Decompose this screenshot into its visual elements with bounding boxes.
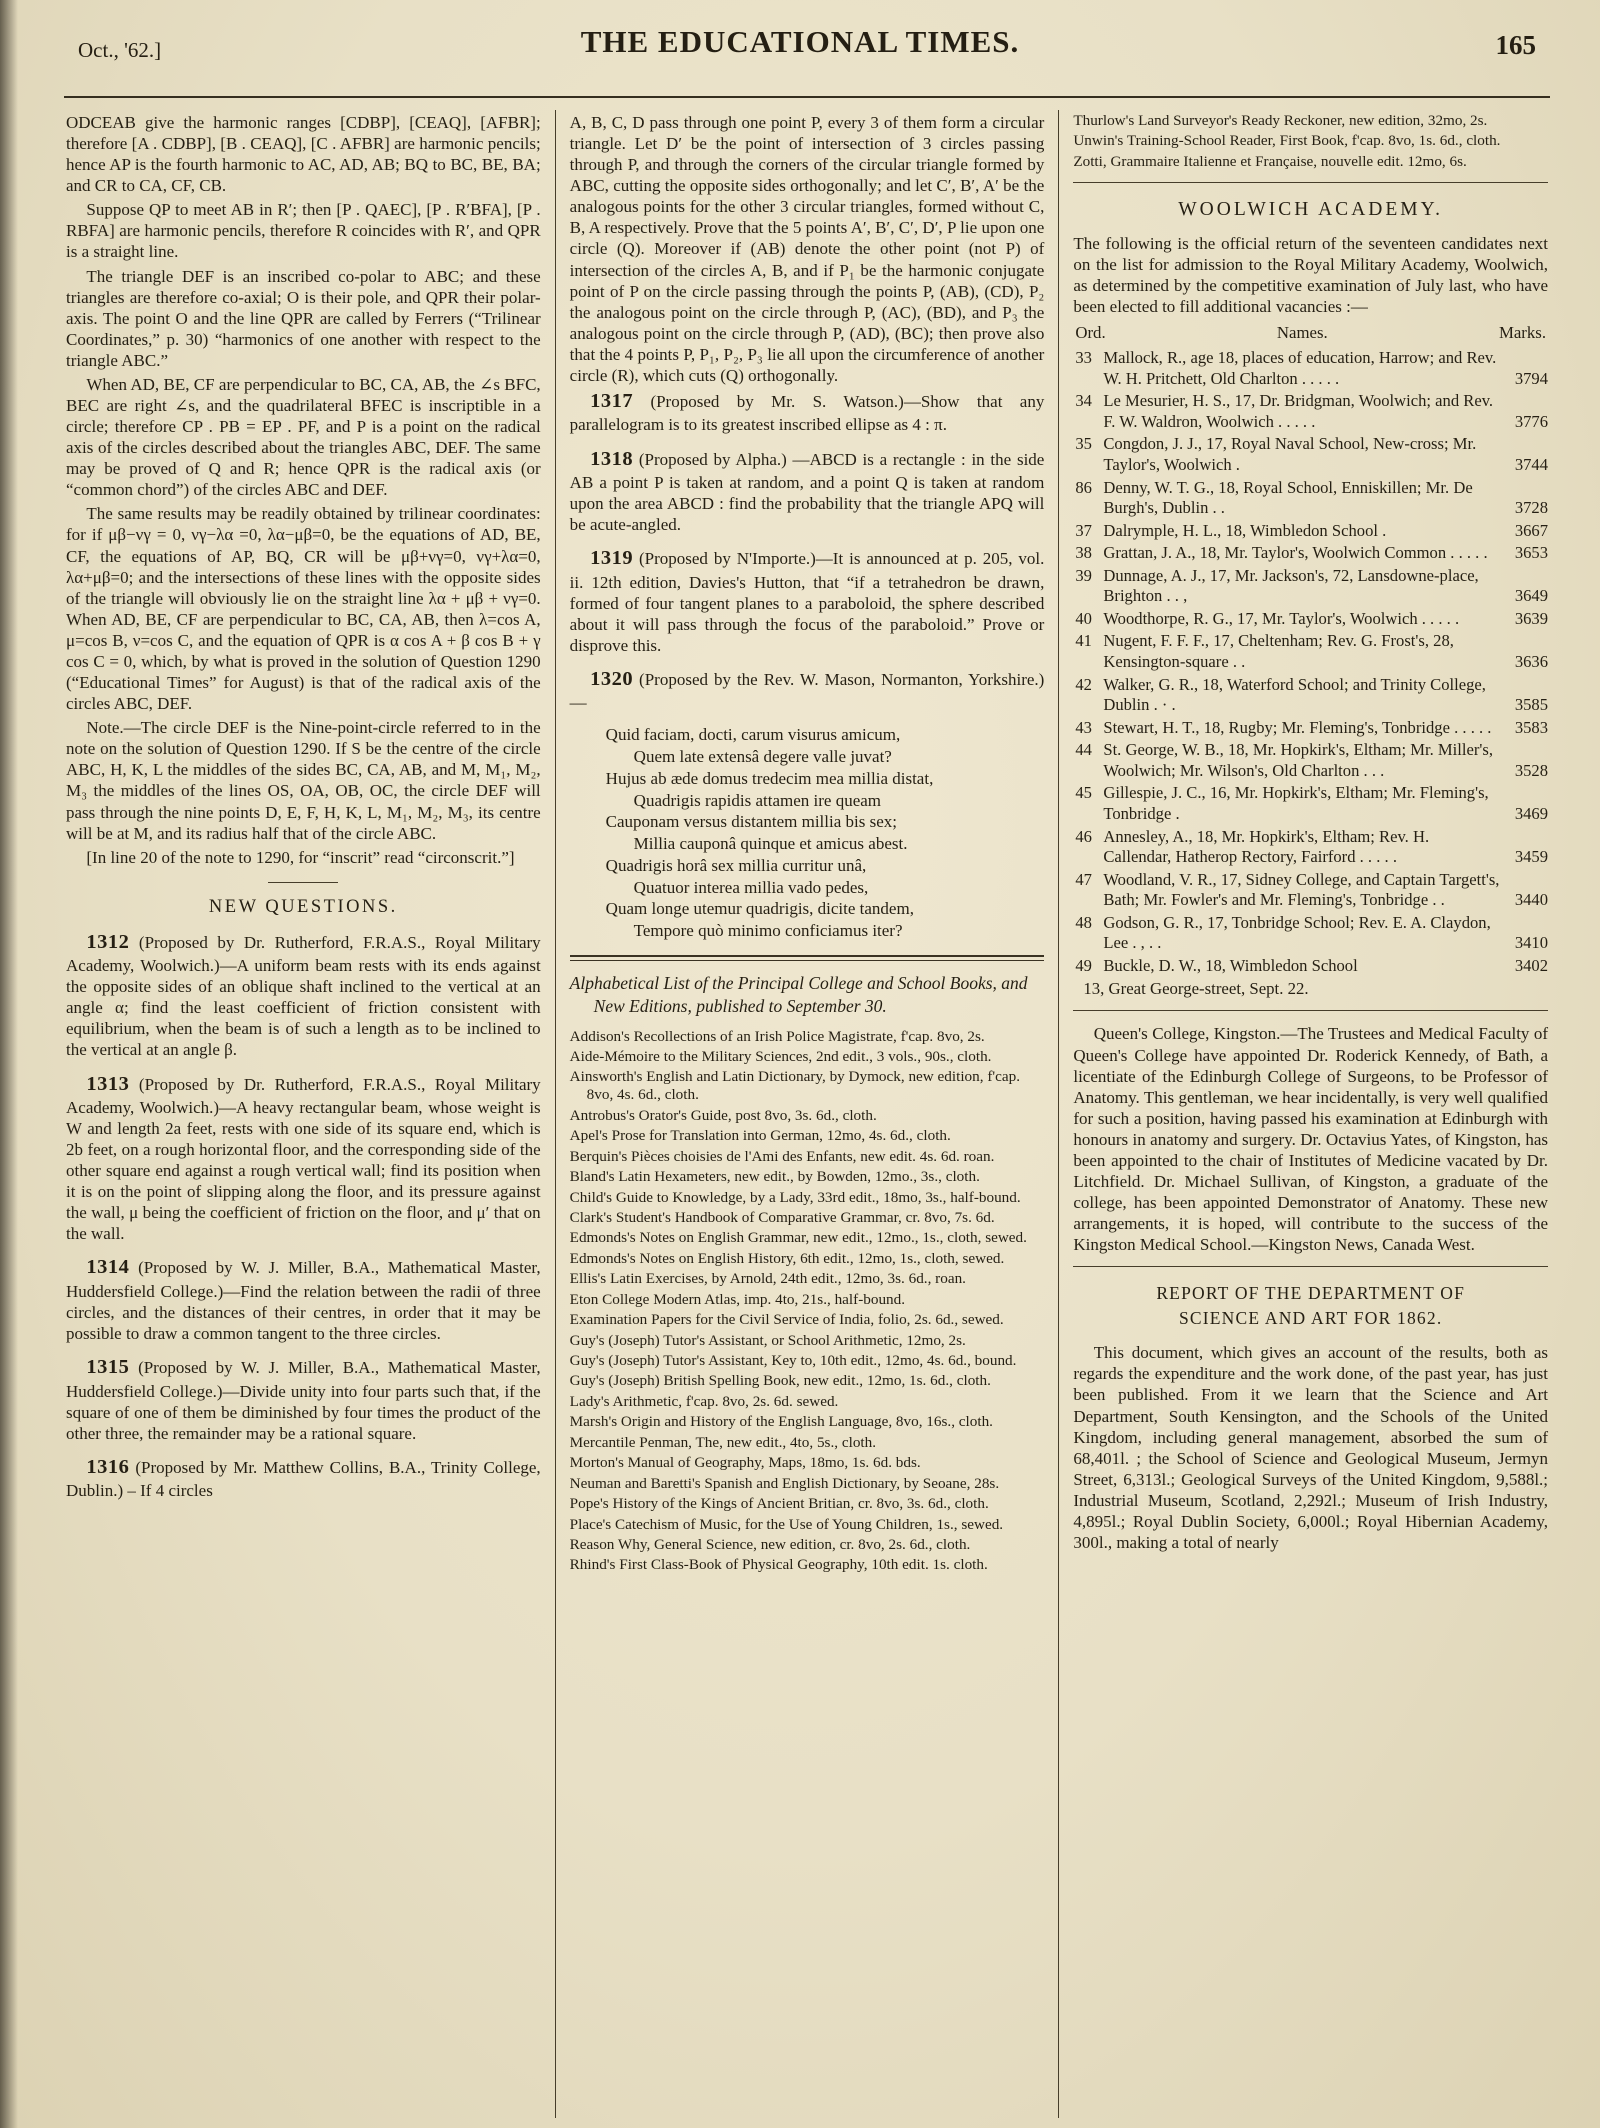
candidate-marks: 3528 [1514,760,1549,780]
candidate-ordinal: 49 [1075,955,1092,975]
report-heading [1073,1281,1548,1330]
section-divider [1073,1010,1548,1011]
candidate-marks: 3636 [1514,652,1549,671]
column-left [64,110,555,2118]
book-list-item: Zotti, Grammaire Italienne et Française, nouvelle edit. 12mo, 6s. [1073,152,1467,170]
candidate-details: Buckle, D. W., 18, Wimbledon School [1103,955,1358,975]
book-list-item: Eton College Modern Atlas, imp. 4to, 21s., half-bound. [569,1290,906,1308]
candidate-ordinal: 38 [1075,543,1092,563]
candidate-details: Stewart, H. T., 18, Rugby; Mr. Fleming's, Tonbridge . . . . . [1103,717,1492,737]
queens-college-notice: Queen's College, Kingston.—The Trustees and Medical Faculty of Queen's College have appointed Dr. Roderick Kennedy, of Bath, a licentiate of the Edinburgh College of Surgeons, to be Professor of Anatomy. This gentleman, we hear incidentally, is very well qualified for such a position, having passed his examination at Edinburgh with honours in anatomy and surgery. Dr. Octavius Yates, of Kingston, has been appointed to the chair of Institutes of Medicine vacated by Dr. Litchfield. Dr. Michael Sullivan, of Kingston, a graduate of the college, has been appointed Demonstrator of Anatomy. These new arrangements, it is hoped, will contribute to the success of the Kingston Medical School.—Kingston News, Canada West. [1073,1024,1549,1255]
candidate-marks: 3402 [1514,955,1549,975]
book-list-item: Examination Papers for the Civil Service of India, folio, 2s. 6d., sewed. [569,1311,1004,1329]
book-list-item: Mercantile Penman, The, new edit., 4to, 5s., cloth. [569,1433,877,1451]
table-row [1073,391,1548,432]
table-row [1073,870,1548,911]
book-list-item: Guy's (Joseph) Tutor's Assistant, Key to, 10th edit., 12mo, 4s. 6d., bound. [569,1352,1017,1370]
table-row [1073,543,1548,564]
question [570,447,1045,536]
candidate-marks: 3459 [1514,847,1549,867]
question [570,546,1045,656]
book-list-item: Aide-Mémoire to the Military Sciences, 2nd edit., 3 vols., 90s., cloth. [569,1047,992,1065]
column-header-marks: Marks. [1498,323,1547,343]
candidate-ordinal: 46 [1075,826,1092,846]
question-text: (Proposed by Mr. Matthew Collins, B.A., Trinity College, Dublin.) – If 4 circles [66,1457,541,1501]
report-heading-line1: REPORT OF THE DEPARTMENT OF [1156,1283,1466,1304]
verse-line: Cauponam versus distantem millia bis sex; [605,812,897,832]
question [66,1455,541,1501]
candidate-ordinal: 42 [1075,674,1092,694]
table-row [1073,740,1548,781]
table-row [1073,478,1548,519]
book-list-item: Ellis's Latin Exercises, by Arnold, 24th edit., 12mo, 3s. 6d., roan. [569,1270,966,1288]
candidate-ordinal: 43 [1075,717,1092,737]
candidate-details: Le Mesurier, H. S., 17, Dr. Bridgman, Woolwich; and Rev. F. W. Waldron, Woolwich . . . . . [1103,391,1494,431]
column-header-names: Names. [1276,323,1328,343]
page-title: THE EDUCATIONAL TIMES. [580,24,1020,59]
candidates-table [1073,348,1548,976]
candidate-marks: 3410 [1514,933,1549,953]
candidate-marks: 3649 [1514,586,1549,606]
question-text: (Proposed by Mr. S. Watson.)—Show that any parallelogram is to its greatest inscribed ellipse as 4 : π. [569,392,1045,435]
book-list-item: Neuman and Baretti's Spanish and English Dictionary, by Seoane, 28s. [569,1474,1000,1492]
candidate-ordinal: 37 [1075,520,1092,540]
verse-line: Quadrigis horâ sex millia curritur unâ, [605,855,867,875]
candidate-marks: 3583 [1514,717,1549,737]
candidate-details: Mallock, R., age 18, places of education, Harrow; and Rev. W. H. Pritchett, Old Charlton . . . . . [1103,348,1497,388]
question-text: (Proposed by Dr. Rutherford, F.R.A.S., Royal Military Academy, Woolwich.)—A heavy rectangular beam, whose weight is W and length 2a feet, rests with one side of its square end, which is 2b feet, on a rough horizontal floor, and the corresponding side of the other square end against a rough vertical wall; find its position when it is on the point of slipping along the floor, and its pressure against the wall, μ being the coefficient of friction on the floor, and μ′ that on the wall. [66,1074,541,1244]
questions-list [66,930,541,1502]
candidate-marks: 3776 [1514,411,1549,431]
question [66,1355,541,1444]
solution-continuation [66,112,541,868]
question-text: (Proposed by Dr. Rutherford, F.R.A.S., Royal Military Academy, Woolwich.)—A uniform beam rests with its ends against the opposite sides of an oblique shaft inclined to the vertical at an angle α; find the least coefficient of friction consistent with equilibrium, when the beam is of such a length as to be inclined to the vertical at an angle β. [66,932,541,1060]
book-list-item: Bland's Latin Hexameters, new edit., by Bowden, 12mo., 3s., cloth. [569,1168,980,1186]
table-row [1073,783,1548,824]
book-list-item: Clark's Student's Handbook of Comparative Grammar, cr. 8vo, 7s. 6d. [569,1208,995,1226]
column-middle [555,110,1059,2118]
candidate-ordinal: 41 [1075,631,1092,651]
verse-line: Hujus ab æde domus tredecim mea millia distat, [605,768,934,788]
candidate-ordinal: 47 [1075,869,1092,889]
table-row [1073,521,1548,542]
question-number: 1315 [86,1356,130,1379]
verse-line: Quid faciam, docti, carum visurus amicum, [605,725,901,745]
latin-verse [606,724,1045,942]
book-list-item: Antrobus's Orator's Guide, post 8vo, 3s. 6d., cloth. [569,1106,877,1124]
candidate-details: Dunnage, A. J., 17, Mr. Jackson's, 72, Lansdowne-place, Brighton . . , [1103,565,1479,606]
column-right [1058,110,1550,2118]
candidate-details: St. George, W. B., 18, Mr. Hopkirk's, Eltham; Mr. Miller's, Woolwich; Mr. Wilson's, Old Charlton . . . [1103,740,1493,780]
candidate-ordinal: 40 [1075,608,1092,628]
report-body: This document, which gives an account of the results, both as regards the expenditure and the work done, of the past year, has just been published. From it we learn that the Science and Art Department, South Kensington, and the Schools of the United Kingdom, including general management, absorbed the sum of 68,401l. ; the School of Science and Geological Museum, Jermyn Street, 6,313l.; Geological Surveys of the United Kingdom, 9,588l.; Industrial Museum, Scotland, 2,292l.; Museum of Irish Industry, 4,895l.; Royal Dublin Society, 6,000l.; Royal Hibernian Academy, 300l., making a total of nearly [1073,1343,1549,1552]
candidate-marks: 3653 [1514,543,1549,563]
candidate-marks: 3794 [1514,368,1549,388]
report-heading-line2: SCIENCE AND ART FOR 1862. [1178,1307,1443,1328]
book-list-item: Place's Catechism of Music, for the Use of Young Children, 1s., sewed. [569,1515,1004,1533]
question-text: (Proposed by W. J. Miller, B.A., Mathematical Master, Huddersfield College.)—Find the relation between the radii of three circles, and the distances of their centres, in order that it may be possible to draw a common tangent to the three circles. [66,1258,541,1344]
candidate-details: Gillespie, J. C., 16, Mr. Hopkirk's, Eltham; Mr. Fleming's, Tonbridge . [1103,783,1489,823]
candidate-details: Congdon, J. J., 17, Royal Naval School, New-cross; Mr. Taylor's, Woolwich . [1103,434,1477,474]
question-number: 1314 [86,1256,130,1279]
section-divider [1073,182,1548,183]
section-divider [268,882,338,883]
candidate-ordinal: 34 [1075,391,1092,411]
question-number: 1320 [590,667,634,690]
question-text: (Proposed by N'Importe.)—It is announced at p. 205, vol. ii. 12th edition, Davies's Hutton, that “if a tetrahedron be drawn, formed of four tangent planes to a paraboloid, the sphere described about it will pass through the focus of the paraboloid.” Prove or disprove this. [569,549,1045,655]
book-list-item: Marsh's Origin and History of the English Language, 8vo, 16s., cloth. [569,1413,993,1431]
verse-line: Quam longe utemur quadrigis, dicite tandem, [605,899,914,919]
table-row [1073,827,1548,868]
candidates-table-header [1075,323,1546,343]
candidate-details: Woodland, V. R., 17, Sidney College, and Captain Targett's, Bath; Mr. Fowler's and Mr. Fleming's, Tonbridge . . [1103,869,1500,910]
table-row [1073,434,1548,475]
table-row [1073,609,1548,630]
verse-line: Quatuor interea millia vado pedes, [633,877,869,897]
book-list-item: Pope's History of the Kings of Ancient Britian, cr. 8vo, 3s. 6d., cloth. [569,1495,989,1513]
woolwich-academy-heading: WOOLWICH ACADEMY. [1178,198,1444,220]
question-text: (Proposed by the Rev. W. Mason, Normanton, Yorkshire.)— [569,669,1045,713]
book-list-item: Unwin's Training-School Reader, First Book, f'cap. 8vo, 1s. 6d., cloth. [1073,132,1501,150]
book-list-item: Guy's (Joseph) British Spelling Book, new edit., 12mo, 1s. 6d., cloth. [569,1372,991,1390]
masthead-rule [64,96,1550,98]
candidate-details: Dalrymple, H. L., 18, Wimbledon School . [1103,520,1387,540]
book-list-item: Addison's Recollections of an Irish Police Magistrate, f'cap. 8vo, 2s. [569,1027,985,1045]
question-text: (Proposed by W. J. Miller, B.A., Mathematical Master, Huddersfield College.)—Divide unity into four parts such that, if the square of one of them be diminished by four times the product of the other three, the remainder may be a rational square. [66,1358,541,1443]
issue-date: Oct., '62.] [78,38,162,62]
question [66,1255,541,1344]
book-list-item: Lady's Arithmetic, f'cap. 8vo, 2s. 6d. sewed. [569,1392,839,1410]
paragraph: Suppose QP to meet AB in R′; then [P . QAEC], [P . R′BFA], [P . RBFA] are harmonic pencils, therefore R coincides with R′, and QPR is a straight line. [66,200,541,262]
candidate-details: Grattan, J. A., 18, Mr. Taylor's, Woolwich Common . . . . . [1103,543,1488,563]
candidate-marks: 3667 [1514,520,1549,540]
book-list-item: Thurlow's Land Surveyor's Ready Reckoner, new edition, 32mo, 2s. [1073,112,1488,129]
candidate-details: Godson, G. R., 17, Tonbridge School; Rev. E. A. Claydon, Lee . , . . [1103,912,1491,953]
candidate-marks: 3585 [1514,695,1549,715]
book-list-continuation [1073,112,1548,171]
verse-line: Millia cauponâ quinque et amicus abest. [633,834,908,854]
candidate-ordinal: 35 [1075,434,1092,454]
question-number: 1313 [86,1072,130,1095]
book-list-item: Reason Why, General Science, new edition, cr. 8vo, 2s. 6d., cloth. [569,1535,971,1553]
book-list-item: Apel's Prose for Translation into German, 12mo, 4s. 6d., cloth. [569,1127,951,1145]
candidate-details: Walker, G. R., 18, Waterford School; and Trinity College, Dublin . · . [1103,674,1486,715]
table-row [1073,631,1548,672]
candidate-details: Denny, W. T. G., 18, Royal School, Enniskillen; Mr. De Burgh's, Dublin . . [1103,477,1473,518]
book-list-item: Berquin's Pièces choisies de l'Ami des Enfants, new edit. 4s. 6d. roan. [569,1147,995,1165]
verse-line: Quem late extensâ degere valle juvat? [633,747,892,767]
table-row [1073,913,1548,954]
paragraph: [In line 20 of the note to 1290, for “inscrit” read “circonscrit.”] [86,847,515,867]
paragraph: The triangle DEF is an inscribed co-polar to ABC; and these triangles are therefore co-axial; O is their pole, and QPR their polar-axis. The point O and the line QPR are called by Ferrers (“Trilinear Coordinates,” p. 30) “harmonics of one another with respect to the triangle ABC.” [66,266,541,370]
book-list-item: Edmonds's Notes on English History, 6th edit., 12mo, 1s., cloth, sewed. [569,1249,1005,1267]
book-list [570,1028,1045,1575]
verse-line: Tempore quò minimo conficiamus iter? [633,921,903,941]
candidate-details: Woodthorpe, R. G., 17, Mr. Taylor's, Woolwich . . . . . [1103,608,1460,628]
question-number: 1318 [590,447,634,470]
question [66,1072,541,1245]
column-header-ord: Ord. [1075,323,1106,343]
candidate-marks: 3639 [1514,608,1549,628]
candidate-ordinal: 48 [1075,912,1092,932]
question-number: 1312 [86,930,130,953]
table-row [1073,348,1548,389]
section-divider [1073,1266,1548,1267]
candidate-ordinal: 39 [1075,565,1092,585]
candidate-details: Annesley, A., 18, Mr. Hopkirk's, Eltham; Rev. H. Callendar, Hatherop Rectory, Fairford . . . . . [1103,826,1430,867]
paragraph: The same results may be readily obtained by trilinear coordinates: for if μβ−νγ = 0, νγ−λα =0, λα−μβ=0, be the equations of AD, BE, CF, the equations of AP, BQ, CR will be μβ+νγ=0, νγ+λα=0, λα+μβ=0; and the intersections of these lines with the opposite sides of the triangle will obviously lie on the straight line λα + μβ + νγ=0. When AD, BE, CF are perpendicular to BC, CA, AB, then λ=cos A, μ=cos B, ν=cos C, and the equation of QPR is α cos A + β cos B + γ cos C = 0, which, by what is proved in the solution of Question 1290 (“Educational Times” for August) is that of the radical axis of the circles ABC, DEF. [66,504,541,714]
new-questions-heading: NEW QUESTIONS. [208,896,398,917]
question-number: 1319 [590,547,634,570]
question-1320 [570,667,1045,713]
masthead [0,0,1600,88]
question [570,389,1045,435]
candidate-marks: 3469 [1514,803,1549,823]
booklist-heading: Alphabetical List of the Principal College and School Books, and New Editions, published to September 30. [569,973,1028,1017]
table-row [1073,956,1548,977]
woolwich-footer: 13, Great George-street, Sept. 22. [1083,979,1309,999]
candidate-ordinal: 86 [1075,477,1092,497]
book-list-item: Guy's (Joseph) Tutor's Assistant, or School Arithmetic, 12mo, 2s. [569,1331,966,1349]
questions-list [570,389,1045,656]
candidate-ordinal: 45 [1075,783,1092,803]
paragraph: When AD, BE, CF are perpendicular to BC, CA, AB, the ∠s BFC, BEC are right ∠s, and the quadrilateral BFEC is inscriptible in a circle; therefore CP . PB = EP . PF, and P is a point on the radical axis of the circles described about the triangles ABC, DEF. The same may be proved of Q and R; hence QPR is the radical axis (or “common chord”) of the circles ABC and DEF. [66,374,541,500]
book-list-item: Edmonds's Notes on English Grammar, new edit., 12mo., 1s., cloth, sewed. [569,1229,1027,1247]
question-1316-continuation: A, B, C, D pass through one point P, every 3 of them form a circular triangle. Let D′ be the point of intersection of 3 circles passing through P, and through the corners of the circular triangle formed by ABC, cutting the opposite sides orthogonally; and let C′, B′, A′ be the analogous points for the other 3 circular triangles, formed without C, B, A respectively. Prove that the 5 points A′, B′, C′, D′, P lie upon one circle (Q). Moreover if (AB) denote the other point (not P) of intersection of the circles A, B, and if P₁ be the harmonic conjugate point of P on the circle passing through the points P, (AB), (CD), P₂ the analogous point on the circle through P, (AC), (BD), and P₃ the analogous point on the circle through P, (AD), (BC); then prove also that the 4 points P, P₁, P₂, P₃ lie all upon the circumference of another circle (R), which cuts (Q) orthogonally. [569,113,1045,385]
columns [64,110,1550,2118]
paragraph: Note.—The circle DEF is the Nine-point-circle referred to in the note on the solution of Question 1290. If S be the centre of the circle ABC, H, K, L the middles of the sides BC, CA, AB, and M, M₁, M₂, M₃ the middles of the lines OS, OA, OB, OC, the circle DEF will pass through the nine points D, E, F, H, K, L, M₁, M₂, M₃, its centre will be at M, and its radius half that of the circle ABC. [66,718,541,843]
woolwich-intro: The following is the official return of the seventeen candidates next on the list for admission to the Royal Military Academy, Woolwich, as determined by the competitive examination of July last, who have been elected to fill additional vacancies :— [1073,233,1549,317]
candidate-marks: 3728 [1514,498,1549,518]
candidate-ordinal: 44 [1075,740,1092,760]
question-number: 1316 [86,1455,130,1478]
question-number: 1317 [590,390,634,413]
table-row [1073,566,1548,607]
question-text: (Proposed by Alpha.) —ABCD is a rectangle : in the side AB a point P is taken at random, and a point Q is taken at random upon the area ABCD : find the probability that the triangle APQ will be acute-angled. [569,449,1045,535]
verse-line: Quadrigis rapidis attamen ire queam [633,790,882,810]
book-list-item: Ainsworth's English and Latin Dictionary, by Dymock, new edition, f'cap. 8vo, 4s. 6d., cloth. [569,1068,1020,1104]
page-number: 165 [1495,30,1536,60]
candidate-marks: 3744 [1514,454,1549,474]
candidate-details: Nugent, F. F. F., 17, Cheltenham; Rev. G. Frost's, 28, Kensington-square . . [1103,631,1454,671]
book-list-item: Child's Guide to Knowledge, by a Lady, 33rd edit., 18mo, 3s., half-bound. [569,1188,1021,1206]
section-divider-double [570,955,1045,962]
book-list-item: Rhind's First Class-Book of Physical Geography, 10th edit. 1s. cloth. [569,1556,988,1574]
question [66,930,541,1061]
table-row [1073,675,1548,716]
paragraph: ODCEAB give the harmonic ranges [CDBP], [CEAQ], [AFBR]; therefore [A . CDBP], [B . CEAQ], [C . AFBR] are harmonic pencils; hence AP is the fourth harmonic to AC, AD, AB; BQ to BC, BE, BA; and CR to CA, CF, CB. [66,113,541,196]
table-row [1073,718,1548,739]
candidate-ordinal: 33 [1075,348,1092,368]
book-list-item: Morton's Manual of Geography, Maps, 18mo, 1s. 6d. bds. [569,1454,921,1472]
candidate-marks: 3440 [1514,890,1549,910]
